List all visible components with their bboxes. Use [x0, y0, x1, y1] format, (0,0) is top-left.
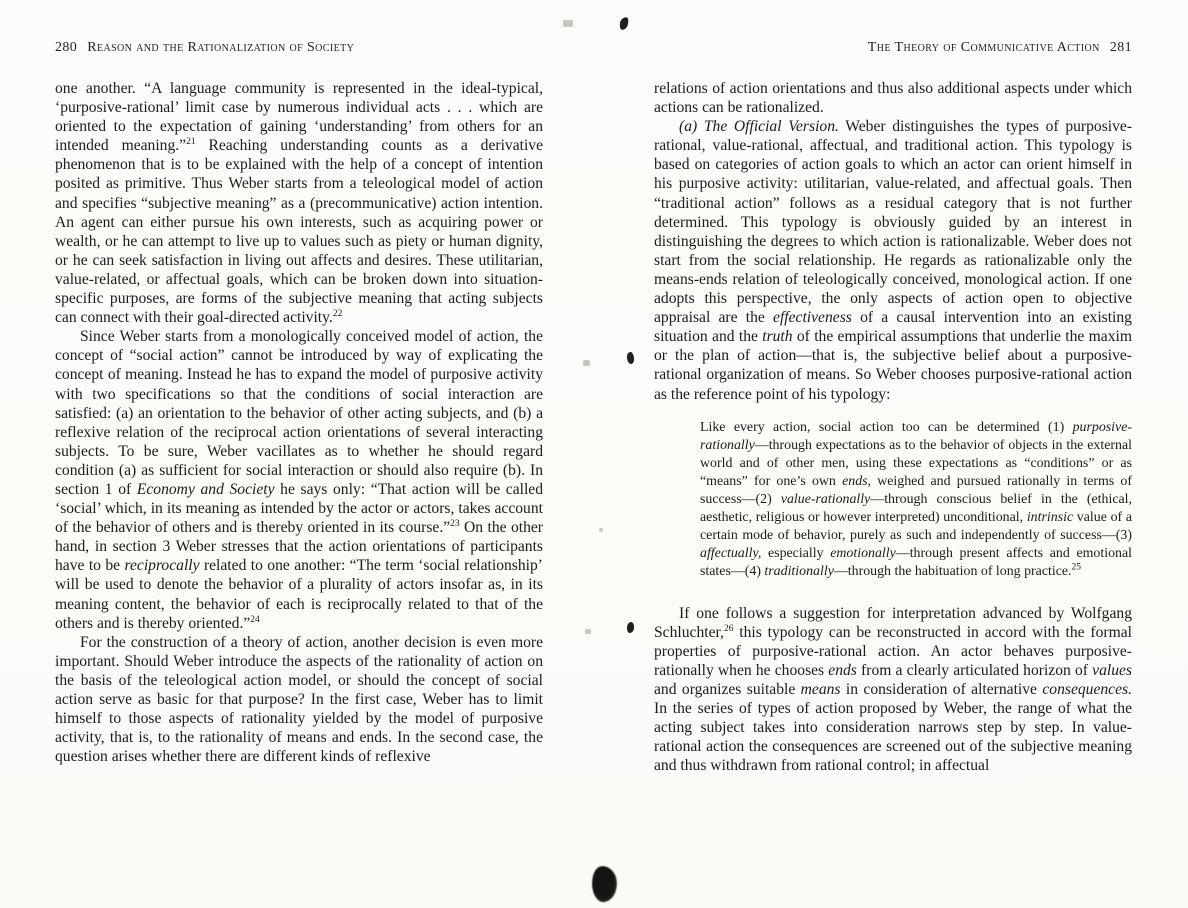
- paragraph: Since Weber starts from a monologically conceived model of action, the concept of “social action” cannot be introduced by way of explicating the concept of meaning. Instead he has to expand the model of purposive activity with two specifications so that the conditions of social interaction are satisfied: (a) an orientation to the behavior of other acting subjects, and (b) a reflexive relation of the reciprocal action orientations of several interacting subjects. To be sure, Weber vacillates as to whether he should regard condition (a) as sufficient for social interaction or should also require (b). In section 1 of Economy and Society he says only: “That action will be called ‘social’ which, in its meaning as intended by the actor or actors, takes account of the behavior of others and is thereby oriented in its course.”$^{23}$ On the other hand, in section 3 Weber stresses that the action orientations of participants have to be reciprocally related to one another: “The term ‘social relationship’ will be used to denote the behavior of a plurality of actors insofar as, in its meaning content, the behavior of each is reciprocally related to that of the others and is thereby oriented.”$^{24}$: [55, 328, 544, 632]
- paragraph: one another. “A language community is represented in the ideal-typical, ‘purposive-rational’ limit case by numerous individual acts . . . which are oriented to the expectation of gaining ‘understanding’ from others for an intended meaning.”$^{21}$ Reaching understanding counts as a derivative phenomenon that is to be explained with the help of a concept of intention posited as primitive. Thus Weber starts from a teleological model of action and specifies “subjective meaning” as a (precommunicative) action intention. An agent can either pursue his own interests, such as acquiring power or wealth, or he can attempt to live up to values such as piety or human dignity, or he can seek satisfaction in living out affects and desires. These utilitarian, value-related, or affectual goals, which can be broken down into situation-specific purposes, are forms of the subjective meaning that acting subjects can connect with their goal-directed activity.$^{22}$: [55, 80, 544, 327]
- text-column-right: [654, 79, 1132, 775]
- scan-speck: [599, 528, 603, 532]
- text-column-left: [55, 79, 543, 766]
- page-number: 281: [1109, 40, 1132, 55]
- scan-speck: [583, 360, 590, 366]
- ink-mark: [619, 16, 630, 30]
- page-number: 280: [55, 40, 78, 55]
- page-left: [55, 40, 543, 766]
- block-quotation: Like every action, social action too can be determined (1) purposive-rationally—through expectations as to the behavior of objects in the external world and of other men, using these expectations as “conditions” or as “means” for one’s own ends, weighed and pursued rationally in terms of success—(2) value-rationally—through conscious belief in the (ethical, aesthetic, religious or however interpreted) unconditional, intrinsic value of a certain mode of behavior, purely as such and independently of success—(3) affectually, especially emotionally—through present affects and emotional states—(4) traditionally—through the habituation of long practice.$^{25}$: [700, 419, 1133, 579]
- paragraph: (a) The Official Version. Weber distinguishes the types of purposive-rational, value-rational, affectual, and traditional action. This typology is based on categories of action goals to which an actor can orient himself in his purposive activity: utilitarian, value-related, and affectual goals. Then “traditional action” follows as a residual category that is not further determined. This typology is obviously guided by an interest in distinguishing the degrees to which action is rationalizable. Weber does not start from the social relationship. He regards as rationalizable only the means-ends relation of teleologically conceived, monological action. If one adopts this perspective, the only aspects of action open to objective appraisal are the effectiveness of a causal intervention into an existing situation and the truth of the empirical assumptions that underlie the maxim or the plan of action—that is, the subjective belief about a purposive-rational organization of means. So Weber chooses purposive-rational action as the reference point of his typology:: [654, 118, 1133, 403]
- scan-speck: [563, 20, 573, 27]
- scan-speck: [585, 629, 591, 634]
- page-right: [654, 40, 1132, 775]
- running-title: The Theory of Communicative Action: [867, 40, 1100, 55]
- running-head-left: [55, 40, 543, 56]
- running-title: Reason and the Rationalization of Society: [87, 40, 355, 55]
- ink-mark: [627, 622, 635, 634]
- running-head-right: [654, 40, 1132, 56]
- paragraph: If one follows a suggestion for interpretation advanced by Wolfgang Schluchter,$^{26}$ this typology can be reconstructed in accord with the formal properties of purposive-rational action. An actor behaves purposive-rationally when he chooses ends from a clearly articulated horizon of values and organizes suitable means in consideration of alternative consequences. In the series of types of action proposed by Weber, the range of what the acting subject takes into consideration narrows step by step. In value-rational action the consequences are screened out of the subjective meaning and thus withdrawn from rational control; in affectual: [654, 604, 1132, 775]
- paragraph: relations of action orientations and thus also additional aspects under which actions can be rationalized.: [654, 80, 1132, 117]
- paragraph: For the construction of a theory of action, another decision is even more important. Should Weber introduce the aspects of the rationality of action on the basis of the teleological action model, or should the concept of social action serve as basic for that purpose? In the first case, Weber has to limit himself to those aspects of rationality yielded by the model of purposive activity, that is, to the rationality of means and ends. In the second case, the question arises whether there are different kinds of reflexive: [55, 633, 543, 766]
- ink-smudge: [590, 865, 619, 903]
- ink-mark: [626, 352, 635, 365]
